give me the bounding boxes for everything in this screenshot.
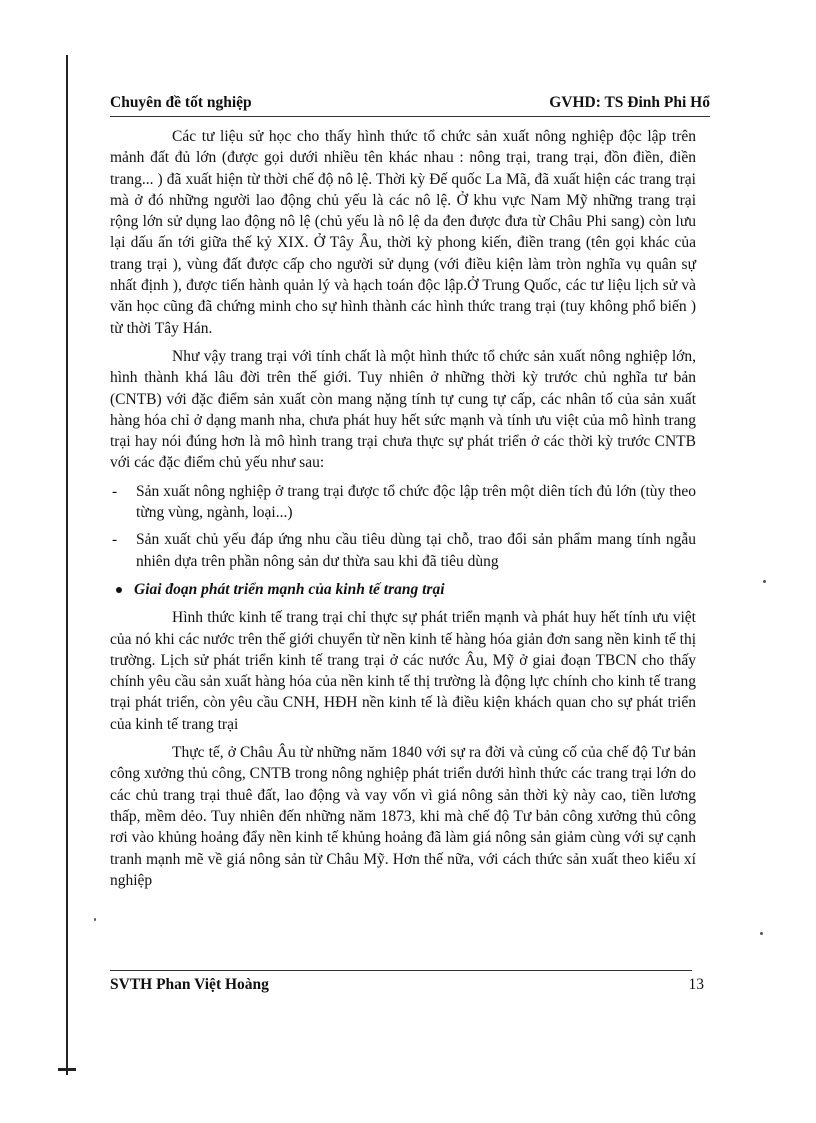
footer-rule	[110, 970, 692, 971]
binding-foot	[58, 1068, 76, 1071]
scan-speck	[94, 918, 96, 921]
scan-speck	[763, 580, 766, 583]
section-heading	[110, 579, 696, 600]
page-number: 13	[688, 976, 704, 993]
paragraph: Hình thức kinh tế trang trại chỉ thực sự phát triển mạnh và phát huy hết tính ưu việt của nó khi các nước trên thế giới chuyển từ nền kinh tế hàng hóa giản đơn sang nền kinh tế thị trường. Lịch sử phát triển kinh tế trang trại ở các nước Âu, Mỹ ở giai đoạn TBCN cho thấy chính yêu cầu sản xuất hàng hóa của nền kinh tế thị trường là động lực chính cho kinh tế trang trại phát triển, còn yêu cầu CNH, HĐH nền kinh tế là điều kiện khách quan cho sự phát triển của kinh tế trang trại	[110, 609, 696, 733]
paragraph: Như vậy trang trại với tính chất là một hình thức tổ chức sản xuất nông nghiệp lớn, hình thành khá lâu đời trên thế giới. Tuy nhiên ở những thời kỳ trước chủ nghĩa tư bản (CNTB) với đặc điểm sản xuất còn mang nặng tính tự cung tự cấp, các nhân tố của sản xuất hàng hóa chỉ ở dạng manh nha, chưa phát huy hết sức mạnh và tính ưu việt của mô hình trang trại hay nói đúng hơn là mô hình trang trại chưa thực sự phát triển ở các thời kỳ trước CNTB với các đặc điểm chủ yếu như sau:	[110, 347, 696, 472]
page-header	[110, 94, 710, 116]
list-item-text: Sản xuất nông nghiệp ở trang trại được tổ chức độc lập trên một diên tích đủ lớn (tùy theo từng vùng, ngành, loại...)	[136, 482, 696, 522]
dash-bullet-icon: -	[112, 482, 118, 500]
binding-line	[66, 55, 68, 1075]
page-footer	[110, 976, 710, 998]
page-body	[110, 126, 696, 898]
list-item-text: Sản xuất chủ yếu đáp ứng nhu cầu tiêu dùng tại chỗ, trao đổi sản phẩm mang tính ngẫu nhiên dựa trên phần nông sản dư thừa sau khi đã tiêu dùng	[136, 531, 696, 570]
dash-list	[110, 481, 696, 572]
list-item	[110, 481, 696, 524]
header-course-title: Chuyên đề tốt nghiệp	[110, 94, 252, 111]
footer-student-name: SVTH Phan Việt Hoàng	[110, 976, 269, 993]
scan-speck	[760, 932, 763, 935]
dash-bullet-icon: -	[112, 531, 118, 549]
section-heading-text: Giai đoạn phát triển mạnh của kinh tế trang trại	[134, 580, 445, 598]
paragraph: Thực tế, ở Châu Âu từ những năm 1840 với sự ra đời và củng cố của chế độ Tư bản công xưởng thủ công, CNTB trong nông nghiệp phát triển dưới hình thức các trang trại lớn do các chủ trang trại thuê đất, lao động và vay vốn vì giá nông sản thời kỳ này cao, tiền lương thấp, mềm dẻo. Tuy nhiên đến những năm 1873, khi mà chế độ Tư bản công xưởng thủ công rơi vào khủng hoảng đẩy nền kinh tế khủng hoảng đã làm giá nông sản giảm cùng với sự cạnh tranh mạnh mẽ về giá nông sản từ Châu Mỹ. Hơn thế nữa, với cách thức sản xuất theo kiểu xí nghiệp	[110, 744, 696, 889]
paragraph: Các tư liệu sử học cho thấy hình thức tổ chức sản xuất nông nghiệp độc lập trên mảnh đất đủ lớn (được gọi dưới nhiều tên khác nhau : nông trại, trang trại, đồn điền, điền trang... ) đã xuất hiện từ thời chế độ nô lệ. Thời kỳ Đế quốc La Mã, đã xuất hiện các trang trại mà ở đó những người lao động chủ yếu là các nô lệ. Ở khu vực Nam Mỹ những trang trại rộng lớn sử dụng lao động nô lệ (chủ yếu là nô lệ da đen được đưa từ Châu Phi sang) còn lưu lại dấu ấn tới giữa thế kỷ XIX. Ở Tây Âu, thời kỳ phong kiến, điền trang (tên gọi khác của trang trại ), vùng đất được cấp cho người sử dụng (với điều kiện làm tròn nghĩa vụ quân sự nhất định ), được tiến hành quản lý và hạch toán độc lập.Ở Trung Quốc, các tư liệu lịch sử và văn học cũng đã chứng minh cho sự hình thành các hình thức trang trại (tuy không phổ biến ) từ thời Tây Hán.	[110, 128, 696, 337]
bullet-dot-icon	[116, 587, 122, 593]
list-item	[110, 529, 696, 572]
header-advisor: GVHD: TS Đinh Phi Hổ	[549, 94, 710, 111]
header-rule	[110, 116, 710, 117]
